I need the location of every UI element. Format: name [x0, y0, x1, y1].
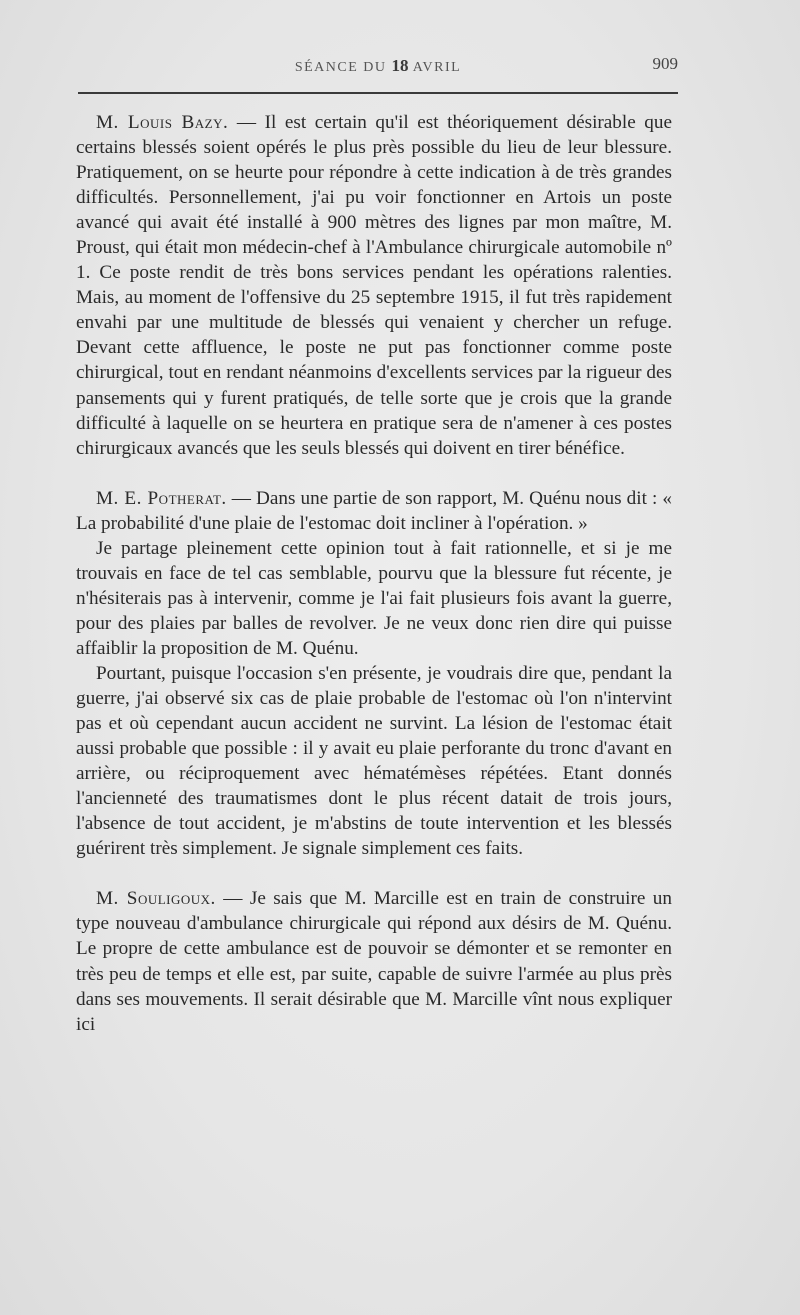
paragraph-bazy-text: — Il est certain qu'il est théoriquement désirable que certains blessés soient opérés le plus près possible du lieu de leur blessure. Pratiquement, on se heurte pour répondre à cette indication à de très grandes difficultés. Personnellement, j'ai pu voir fonctionner en Artois un poste avancé qui avait été installé à 900 mètres des lignes par mon maître, M. Proust, qui était mon médecin-chef à l'Ambulance chirurgicale automobile nº 1. Ce poste rendit de très bons services pendant les opérations ralenties. Mais, au moment de l'offensive du 25 septembre 1915, il fut très rapidement envahi par une multitude de blessés qui venaient y chercher un refuge. Devant cette affluence, le poste ne put pas fonctionner comme poste chirurgical, tout en rendant néanmoins d'excellents services par la rigueur des pansements qui y furent pratiqués, de telle sorte que je crois que la grande difficulté à laquelle on se heurtera en pratique sera de n'amener à ces postes chirurgicaux avancés que les seuls blessés qui doivent en tirer bénéfice. — [76, 112, 672, 459]
paragraph-souligoux — [76, 886, 672, 1036]
paragraph-potherat-2: Je partage pleinement cette opinion tout à fait rationnelle, et si je me trouvais en face de tel cas semblable, pourvu que la blessure fut récente, je n'hésiterais pas à intervenir, comme je l'ai fait plusieurs fois avant la guerre, pour des plaies par balles de revolver. Je ne veux donc rien dire qui puisse affaiblir la proposition de M. Quénu. — [76, 537, 672, 659]
paragraph-potherat-text: — Dans une partie de son rapport, M. Quénu nous dit : « La probabilité d'une plaie de l'estomac doit incliner à l'opération. » — [76, 487, 672, 534]
running-title-day: 18 — [391, 56, 409, 75]
running-title-suffix: AVRIL — [412, 60, 462, 75]
header-rule — [78, 92, 678, 94]
running-title — [78, 56, 678, 76]
running-title-prefix: SÉANCE DU — [294, 60, 387, 75]
paragraph-bazy — [76, 110, 672, 461]
paragraph-potherat — [76, 486, 672, 536]
paragraph-gap — [76, 461, 672, 486]
speaker-souligoux: M. Souligoux. — [96, 888, 216, 910]
page-number: 909 — [652, 54, 678, 73]
paragraph-potherat-3: Pourtant, puisque l'occasion s'en présente, je voudrais dire que, pendant la guerre, j'ai observé six cas de plaie probable de l'estomac où l'on n'intervint pas et où cependant aucun accident ne survint. La lésion de l'estomac était aussi probable que possible : il y avait eu plaie perforante du tronc d'avant en arrière, ou réciproquement avec hématémèses répétées. Etant donnés l'ancienneté des traumatismes dont le plus récent datait de trois jours, l'absence de tout accident, je m'abstins de toute intervention et les blessés guérirent très simplement. Je signale simplement ces faits. — [76, 662, 672, 860]
paragraph-souligoux-text: — Je sais que M. Marcille est en train de construire un type nouveau d'ambulance chirurgicale qui répond aux désirs de M. Quénu. Le propre de cette ambulance est de pouvoir se démonter et se remonter en très peu de temps et elle est, par suite, capable de suivre l'armée au plus près dans ses mouvements. Il serait désirable que M. Marcille vînt nous expliquer ici — [76, 888, 672, 1035]
speaker-bazy: M. Louis Bazy. — [96, 112, 229, 133]
paragraph-gap — [76, 861, 672, 886]
body-text — [76, 110, 672, 1037]
speaker-potherat: M. E. Potherat. — [96, 487, 227, 509]
running-head — [78, 54, 678, 80]
